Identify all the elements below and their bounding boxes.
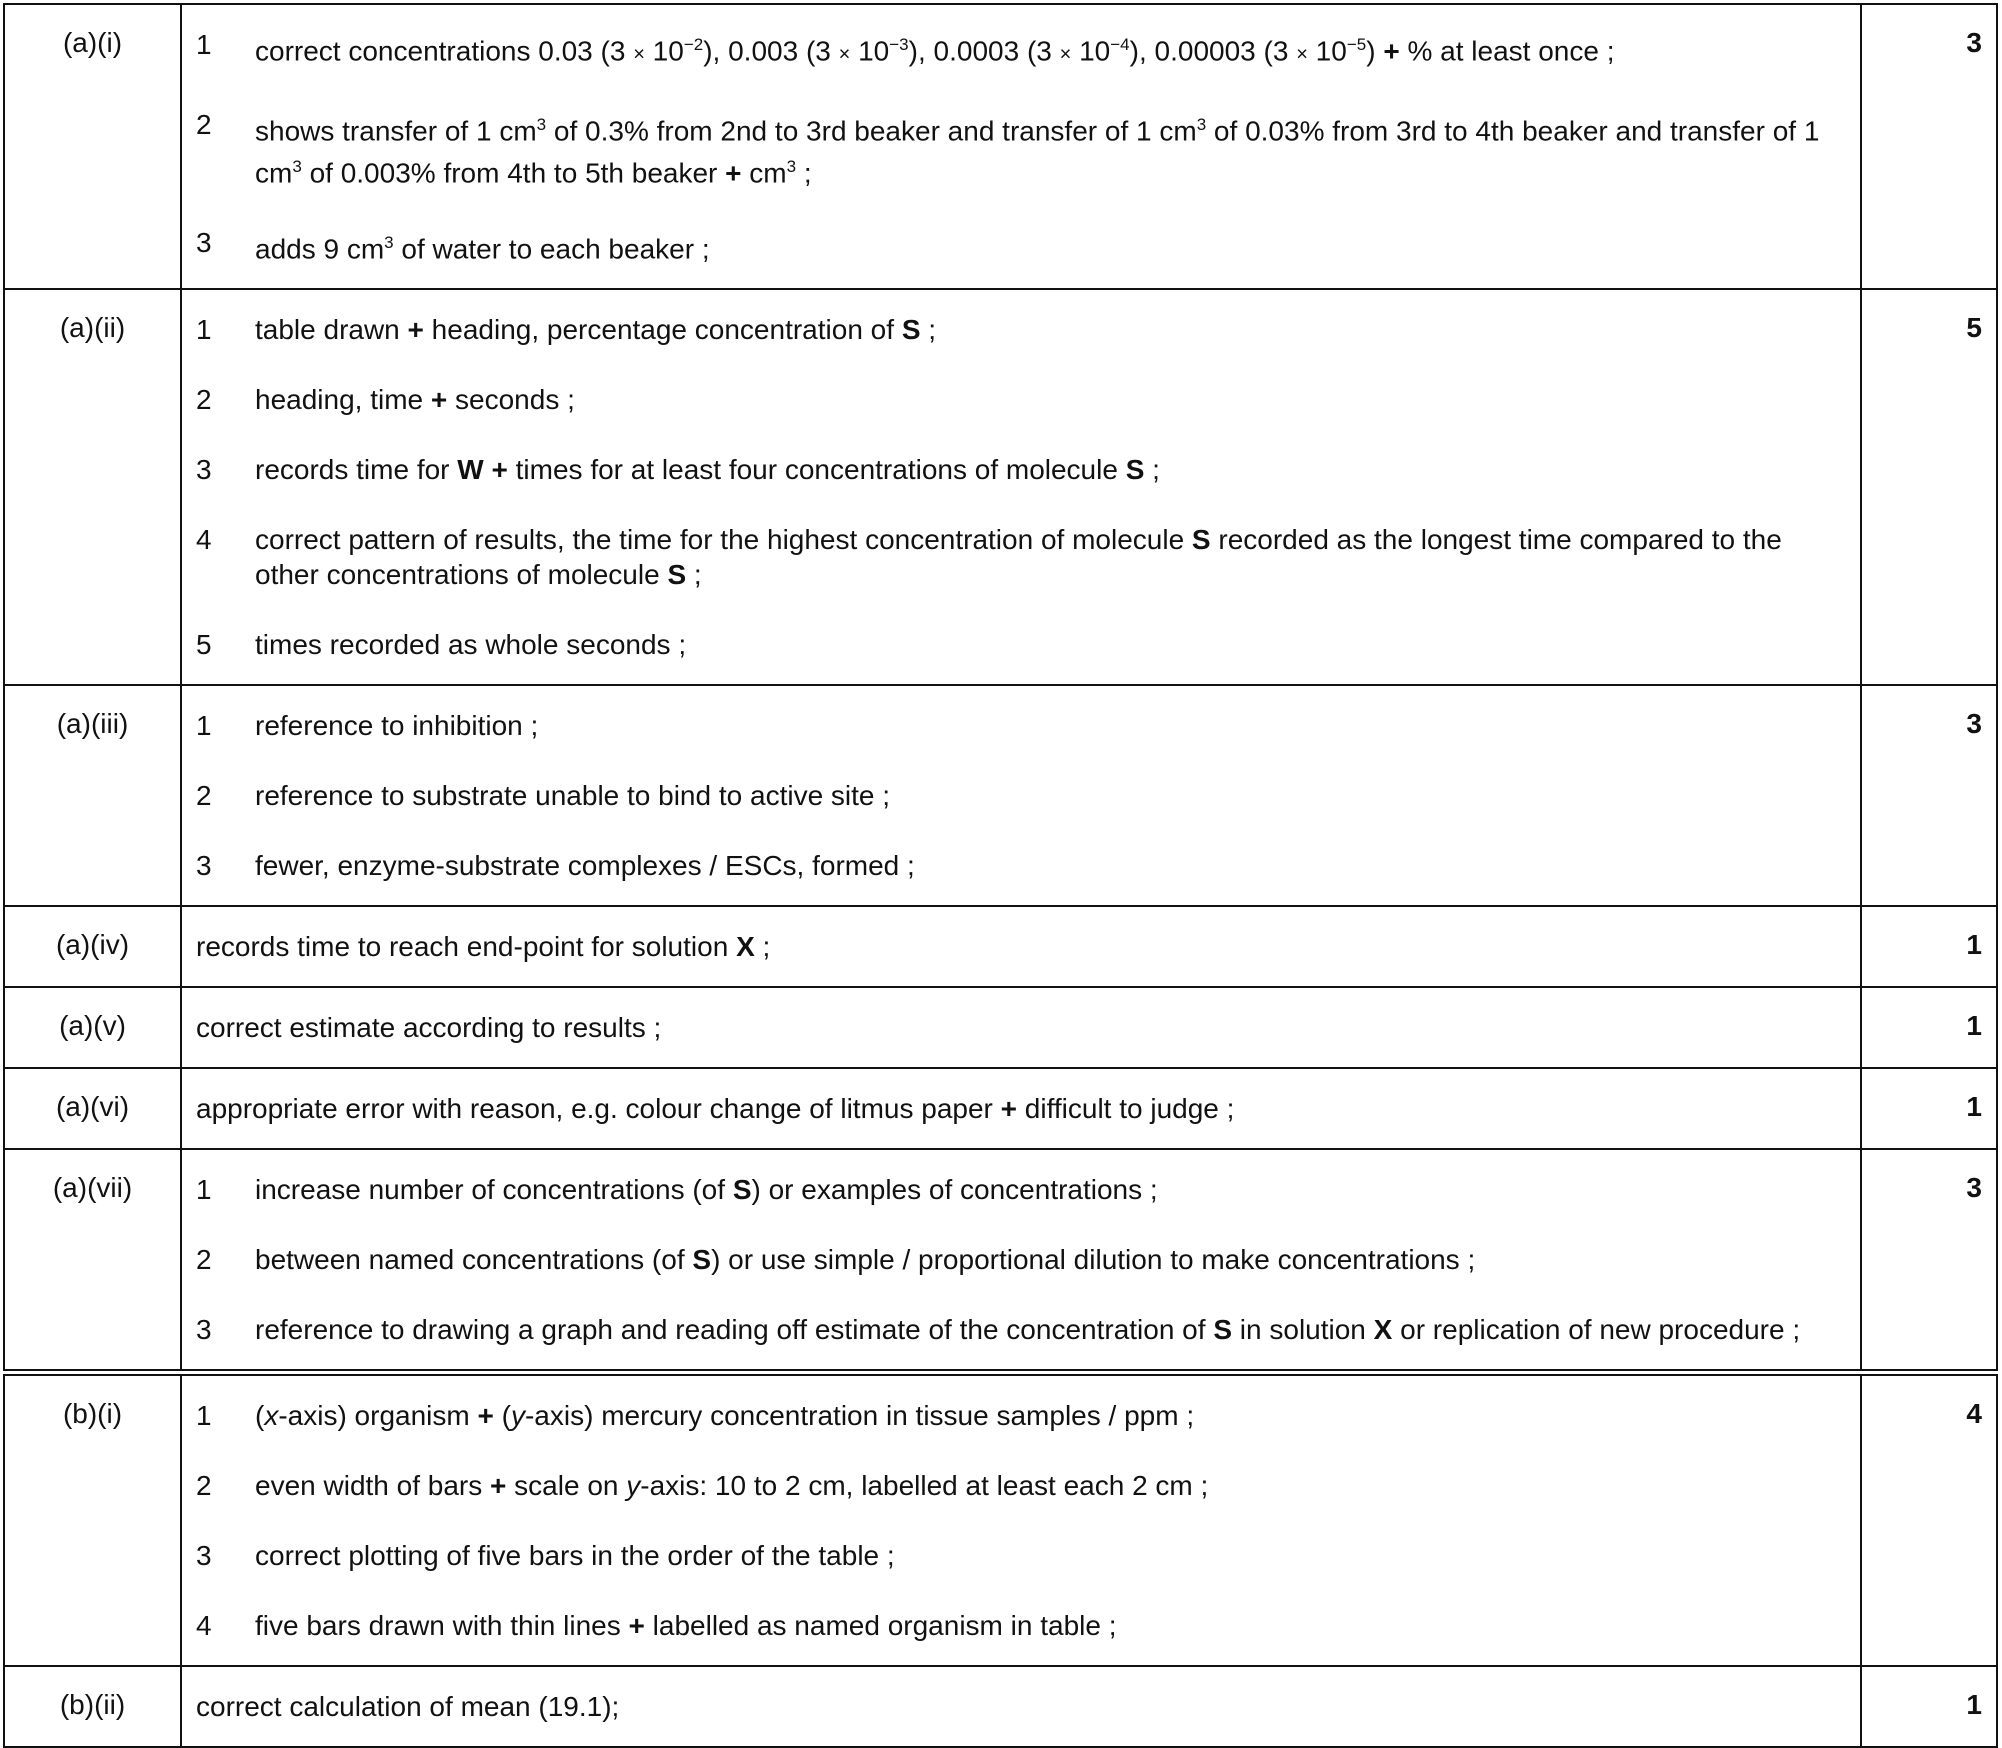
marking-point-number: 3: [196, 1540, 212, 1572]
answer-cell: [181, 4, 1861, 289]
marking-point-text: correct pattern of results, the time for the highest concentration of molecule S recorded as the longest time compared to the other concentrations of molecule S ;: [255, 524, 1782, 591]
marking-point-number: 1: [196, 314, 212, 346]
marking-point: [196, 522, 1842, 592]
marking-point: [196, 627, 1842, 662]
marking-point: [196, 848, 1842, 883]
marks-value: 3: [1861, 1149, 1997, 1373]
marking-point-number: 1: [196, 710, 212, 742]
marking-point-number: 1: [196, 1174, 212, 1206]
marking-point-number: 2: [196, 384, 212, 416]
answer-cell: [181, 1666, 1861, 1747]
marking-point-text: five bars drawn with thin lines + labelled as named organism in table ;: [255, 1610, 1117, 1642]
marking-point-number: 3: [196, 1314, 212, 1346]
marking-point: [196, 452, 1842, 487]
marking-point: [196, 1312, 1842, 1347]
marking-point-text: reference to inhibition ;: [255, 710, 539, 742]
question-number: (a)(vii): [4, 1149, 181, 1373]
marking-point: [196, 312, 1842, 347]
mark-scheme-body: [4, 4, 1997, 1747]
marking-point-number: 2: [196, 780, 212, 812]
marks-value: 5: [1861, 289, 1997, 685]
marks-value: 3: [1861, 685, 1997, 906]
answer-cell: [181, 1068, 1861, 1149]
marking-point: [196, 107, 1842, 190]
answer-cell: [181, 987, 1861, 1068]
marking-point-text: records time for W + times for at least four concentrations of molecule S ;: [255, 454, 1160, 486]
marking-point: [196, 1242, 1842, 1277]
marking-point: [196, 1608, 1842, 1643]
question-number: (a)(iii): [4, 685, 181, 906]
marking-point-text: heading, time + seconds ;: [255, 384, 575, 416]
answer-cell: [181, 1149, 1861, 1373]
marking-point: [196, 1468, 1842, 1503]
marking-point: [196, 1172, 1842, 1207]
marking-point: [196, 27, 1842, 72]
answer-text: correct calculation of mean (19.1);: [196, 1691, 620, 1723]
marking-point-number: 3: [196, 454, 212, 486]
question-number: (a)(vi): [4, 1068, 181, 1149]
marking-point-text: even width of bars + scale on y-axis: 10 to 2 cm, labelled at least each 2 cm ;: [255, 1470, 1209, 1502]
mark-scheme-row: [4, 4, 1997, 289]
answer-text: records time to reach end-point for solution X ;: [196, 931, 771, 963]
answer-cell: [181, 289, 1861, 685]
marking-point: [196, 382, 1842, 417]
mark-scheme-row: [4, 1373, 1997, 1667]
mark-scheme-row: [4, 1666, 1997, 1747]
marking-point: [196, 225, 1842, 266]
marking-point-number: 3: [196, 226, 212, 258]
question-number: (a)(iv): [4, 906, 181, 987]
marks-value: 1: [1861, 906, 1997, 987]
question-number: (b)(i): [4, 1373, 181, 1667]
marking-point-text: correct plotting of five bars in the order of the table ;: [255, 1540, 895, 1572]
mark-scheme-row: [4, 289, 1997, 685]
answer-cell: [181, 906, 1861, 987]
mark-scheme-row: [4, 906, 1997, 987]
marking-point-number: 2: [196, 1470, 212, 1502]
marking-point-number: 5: [196, 629, 212, 661]
mark-scheme-row: [4, 987, 1997, 1068]
mark-scheme-row: [4, 685, 1997, 906]
marking-point-number: 1: [196, 1400, 212, 1432]
marking-point-text: reference to substrate unable to bind to active site ;: [255, 780, 891, 812]
marking-point-text: table drawn + heading, percentage concentration of S ;: [255, 314, 937, 346]
question-number: (a)(i): [4, 4, 181, 289]
marking-point-number: 4: [196, 524, 212, 556]
marking-point-text: times recorded as whole seconds ;: [255, 629, 687, 661]
marking-point-text: between named concentrations (of S) or use simple / proportional dilution to make concentrations ;: [255, 1244, 1476, 1276]
marks-value: 3: [1861, 4, 1997, 289]
marks-value: 1: [1861, 1666, 1997, 1747]
marks-value: 1: [1861, 987, 1997, 1068]
marking-point-text: correct concentrations 0.03 $(3 \times 10^{-2})$, 0.003 $(3 \times 10^{-3})$, 0.0003 $(3 \times 10^{-4})$, 0.00003 $(3 \times 10^{-5})$ + % at least once ;: [255, 35, 1615, 67]
answer-text: appropriate error with reason, e.g. colour change of litmus paper + difficult to judge ;: [196, 1093, 1235, 1125]
answer-cell: [181, 1373, 1861, 1667]
marking-point-text: adds 9 $cm^3$ of water to each beaker ;: [255, 232, 710, 265]
marking-point: [196, 1398, 1842, 1433]
marking-point-text: fewer, enzyme-substrate complexes / ESCs, formed ;: [255, 850, 915, 882]
marking-point-number: 1: [196, 29, 212, 60]
mark-scheme-row: [4, 1149, 1997, 1373]
mark-scheme-table: [3, 3, 1998, 1748]
marking-point-number: 2: [196, 1244, 212, 1276]
marks-value: 4: [1861, 1373, 1997, 1667]
answer-cell: [181, 685, 1861, 906]
question-number: (a)(ii): [4, 289, 181, 685]
marking-point-text: (x-axis) organism + (y-axis) mercury concentration in tissue samples / ppm ;: [255, 1400, 1195, 1432]
marking-point: [196, 778, 1842, 813]
question-number: (b)(ii): [4, 1666, 181, 1747]
marking-point-text: increase number of concentrations (of S) or examples of concentrations ;: [255, 1174, 1158, 1206]
marking-point-number: 3: [196, 850, 212, 882]
answer-text: correct estimate according to results ;: [196, 1012, 662, 1044]
marking-point: [196, 1538, 1842, 1573]
marking-point-text: reference to drawing a graph and reading off estimate of the concentration of S in solution X or replication of new procedure ;: [255, 1314, 1801, 1346]
marking-point-number: 2: [196, 109, 212, 141]
marking-point-text: shows transfer of 1 $cm^3$ of 0.3% from 2nd to 3rd beaker and transfer of 1 $cm^3$ of 0.03% from 3rd to 4th beaker and transfer of 1 $cm^3$ of 0.003% from 4th to 5th beaker + $cm^3$ ;: [255, 115, 1820, 188]
marking-point: [196, 708, 1842, 743]
mark-scheme-row: [4, 1068, 1997, 1149]
marking-point-number: 4: [196, 1610, 212, 1642]
marks-value: 1: [1861, 1068, 1997, 1149]
question-number: (a)(v): [4, 987, 181, 1068]
